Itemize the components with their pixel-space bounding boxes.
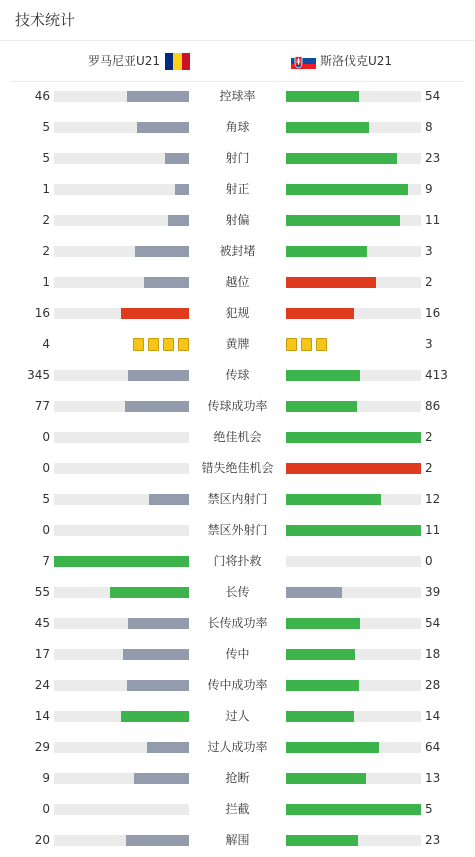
romania-flag-icon (165, 53, 190, 70)
home-value: 5 (42, 151, 50, 165)
stat-label: 传球成功率 (207, 399, 268, 413)
stat-row (0, 546, 475, 577)
home-bar-fill (165, 153, 189, 164)
flag-stripe (165, 53, 173, 70)
stat-label: 长传成功率 (207, 616, 268, 630)
home-value: 5 (42, 120, 50, 134)
home-bar-track (54, 122, 189, 133)
home-bar-track (54, 463, 189, 474)
home-team[interactable] (88, 52, 190, 70)
home-bar-track (54, 556, 189, 567)
away-bar-track (286, 91, 421, 102)
away-bar-track (286, 835, 421, 846)
stat-label: 过人成功率 (207, 740, 268, 754)
away-bar-track (286, 525, 421, 536)
home-value: 0 (42, 802, 50, 816)
away-value: 3 (425, 244, 433, 258)
away-bar-track (286, 246, 421, 257)
stat-label: 传中成功率 (207, 678, 268, 692)
away-bar-fill (286, 122, 369, 133)
away-bar-track (286, 308, 421, 319)
stat-row (0, 763, 475, 794)
home-bar-track (54, 401, 189, 412)
yellow-card-icon (178, 338, 189, 351)
away-yellow-cards (286, 338, 327, 351)
stat-row (0, 639, 475, 670)
stat-row (0, 391, 475, 422)
away-value: 5 (425, 802, 433, 816)
yellow-card-icon (163, 338, 174, 351)
stat-row (0, 112, 475, 143)
away-bar-fill (286, 680, 359, 691)
stats-list (0, 81, 475, 856)
away-bar-fill (286, 308, 354, 319)
stat-row (0, 515, 475, 546)
away-value: 13 (425, 771, 441, 785)
yellow-card-icon (301, 338, 312, 351)
away-value: 23 (425, 151, 441, 165)
away-bar-fill (286, 804, 421, 815)
stat-row (0, 484, 475, 515)
home-value: 14 (34, 709, 50, 723)
stat-label: 传中 (225, 647, 250, 661)
home-bar-track (54, 711, 189, 722)
away-value: 2 (425, 275, 433, 289)
away-bar-track (286, 432, 421, 443)
home-value: 0 (42, 461, 50, 475)
away-value: 12 (425, 492, 441, 506)
stat-row (0, 670, 475, 701)
away-bar-fill (286, 153, 397, 164)
away-bar-track (286, 463, 421, 474)
away-bar-fill (286, 587, 342, 598)
away-bar-track (286, 215, 421, 226)
stat-row (0, 360, 475, 391)
stat-row (0, 577, 475, 608)
away-bar-track (286, 494, 421, 505)
home-value: 0 (42, 430, 50, 444)
flag-stripe (173, 53, 181, 70)
away-bar-track (286, 804, 421, 815)
home-bar-fill (147, 742, 189, 753)
home-bar-fill (110, 587, 189, 598)
home-bar-track (54, 184, 189, 195)
home-bar-fill (127, 91, 189, 102)
home-bar-track (54, 618, 189, 629)
home-bar-track (54, 804, 189, 815)
away-bar-fill (286, 742, 379, 753)
stat-row (0, 236, 475, 267)
away-bar-track (286, 742, 421, 753)
away-bar-fill (286, 711, 354, 722)
home-bar-fill (54, 556, 189, 567)
home-team-name: 罗马尼亚U21 (87, 54, 160, 68)
stat-row (0, 329, 475, 360)
home-value: 55 (34, 585, 50, 599)
stat-row (0, 608, 475, 639)
away-bar-fill (286, 773, 366, 784)
home-bar-track (54, 835, 189, 846)
home-bar-track (54, 649, 189, 660)
stat-label: 长传 (225, 585, 250, 599)
away-value: 11 (425, 523, 441, 537)
home-bar-fill (126, 835, 189, 846)
coat-of-arms-icon (291, 53, 316, 70)
away-bar-track (286, 184, 421, 195)
stat-row (0, 143, 475, 174)
stat-label: 禁区内射门 (207, 492, 268, 506)
stat-label: 门将扑救 (213, 554, 262, 568)
away-team-name: 斯洛伐克U21 (320, 54, 393, 68)
away-value: 9 (425, 182, 433, 196)
home-bar-track (54, 91, 189, 102)
away-bar-track (286, 401, 421, 412)
home-value: 7 (42, 554, 50, 568)
away-value: 16 (425, 306, 441, 320)
slovakia-flag-icon (291, 53, 316, 70)
home-bar-track (54, 370, 189, 381)
away-bar-fill (286, 494, 381, 505)
stat-row (0, 794, 475, 825)
away-bar-track (286, 618, 421, 629)
away-bar-track (286, 153, 421, 164)
away-bar-fill (286, 618, 360, 629)
home-value: 0 (42, 523, 50, 537)
away-value: 413 (425, 368, 448, 382)
stat-label: 绝佳机会 (213, 430, 262, 444)
away-bar-track (286, 649, 421, 660)
away-bar-track (286, 680, 421, 691)
stat-row (0, 174, 475, 205)
away-value: 3 (425, 337, 433, 351)
home-value: 1 (42, 182, 50, 196)
home-bar-fill (144, 277, 189, 288)
away-value: 54 (425, 89, 441, 103)
home-bar-fill (135, 246, 189, 257)
home-bar-fill (123, 649, 189, 660)
stat-row (0, 453, 475, 484)
teams-header (10, 42, 465, 82)
away-bar-fill (286, 835, 358, 846)
home-bar-fill (149, 494, 189, 505)
home-bar-fill (125, 401, 189, 412)
stat-label: 角球 (225, 120, 250, 134)
yellow-card-icon (316, 338, 327, 351)
away-bar-track (286, 711, 421, 722)
away-value: 64 (425, 740, 441, 754)
stat-label: 解围 (225, 833, 250, 847)
home-bar-track (54, 680, 189, 691)
home-value: 29 (34, 740, 50, 754)
home-bar-track (54, 742, 189, 753)
home-value: 24 (34, 678, 50, 692)
stat-label: 错失绝佳机会 (201, 461, 274, 475)
home-value: 1 (42, 275, 50, 289)
stat-label: 拦截 (225, 802, 250, 816)
away-value: 23 (425, 833, 441, 847)
home-value: 77 (34, 399, 50, 413)
home-value: 5 (42, 492, 50, 506)
away-bar-fill (286, 463, 421, 474)
home-bar-track (54, 432, 189, 443)
away-value: 2 (425, 430, 433, 444)
away-value: 39 (425, 585, 441, 599)
home-value: 20 (34, 833, 50, 847)
home-bar-track (54, 494, 189, 505)
away-bar-track (286, 277, 421, 288)
away-bar-fill (286, 215, 400, 226)
stat-row (0, 701, 475, 732)
stat-row (0, 81, 475, 112)
home-bar-fill (128, 370, 189, 381)
home-value: 17 (34, 647, 50, 661)
home-bar-fill (168, 215, 189, 226)
home-bar-track (54, 246, 189, 257)
away-value: 86 (425, 399, 441, 413)
home-value: 2 (42, 244, 50, 258)
away-bar-track (286, 556, 421, 567)
home-bar-fill (175, 184, 189, 195)
stat-row (0, 825, 475, 856)
title-bar (0, 0, 475, 41)
stat-label: 控球率 (219, 89, 256, 103)
home-bar-fill (134, 773, 189, 784)
stat-label: 射正 (225, 182, 250, 196)
home-bar-fill (121, 711, 189, 722)
yellow-card-icon (133, 338, 144, 351)
home-value: 2 (42, 213, 50, 227)
stat-label: 射偏 (225, 213, 250, 227)
away-value: 18 (425, 647, 441, 661)
home-yellow-cards (133, 338, 189, 351)
home-value: 9 (42, 771, 50, 785)
stat-label: 禁区外射门 (207, 523, 268, 537)
home-bar-track (54, 525, 189, 536)
home-value: 45 (34, 616, 50, 630)
away-bar-track (286, 370, 421, 381)
away-value: 2 (425, 461, 433, 475)
away-bar-fill (286, 91, 359, 102)
away-value: 54 (425, 616, 441, 630)
yellow-card-icon (286, 338, 297, 351)
home-bar-track (54, 153, 189, 164)
home-value: 16 (34, 306, 50, 320)
stat-label: 过人 (225, 709, 250, 723)
stat-label: 射门 (225, 151, 250, 165)
stat-label: 传球 (225, 368, 250, 382)
home-bar-track (54, 277, 189, 288)
home-value: 46 (34, 89, 50, 103)
away-bar-fill (286, 432, 421, 443)
home-bar-track (54, 587, 189, 598)
away-bar-fill (286, 401, 357, 412)
stat-row (0, 205, 475, 236)
stat-row (0, 422, 475, 453)
home-bar-track (54, 215, 189, 226)
away-bar-fill (286, 370, 360, 381)
away-value: 0 (425, 554, 433, 568)
away-bar-track (286, 587, 421, 598)
away-value: 11 (425, 213, 441, 227)
stat-row (0, 732, 475, 763)
away-team[interactable] (291, 52, 392, 70)
away-bar-fill (286, 184, 408, 195)
yellow-card-icon (148, 338, 159, 351)
stat-label: 抢断 (225, 771, 250, 785)
stat-label: 被封堵 (219, 244, 256, 258)
home-bar-track (54, 773, 189, 784)
away-value: 14 (425, 709, 441, 723)
home-bar-fill (127, 680, 189, 691)
away-bar-track (286, 122, 421, 133)
stat-label: 越位 (225, 275, 250, 289)
away-bar-fill (286, 277, 376, 288)
away-bar-fill (286, 246, 367, 257)
page-title: 技术统计 (15, 11, 76, 29)
stat-row (0, 298, 475, 329)
stat-row (0, 267, 475, 298)
flag-stripe (182, 53, 190, 70)
away-bar-track (286, 773, 421, 784)
home-value: 4 (42, 337, 50, 351)
away-bar-fill (286, 525, 421, 536)
away-value: 8 (425, 120, 433, 134)
away-value: 28 (425, 678, 441, 692)
home-bar-fill (128, 618, 189, 629)
home-bar-track (54, 308, 189, 319)
away-bar-fill (286, 649, 355, 660)
stat-label: 黄牌 (225, 337, 250, 351)
stat-label: 犯规 (225, 306, 250, 320)
home-bar-fill (137, 122, 189, 133)
home-bar-fill (121, 308, 189, 319)
home-value: 345 (27, 368, 50, 382)
